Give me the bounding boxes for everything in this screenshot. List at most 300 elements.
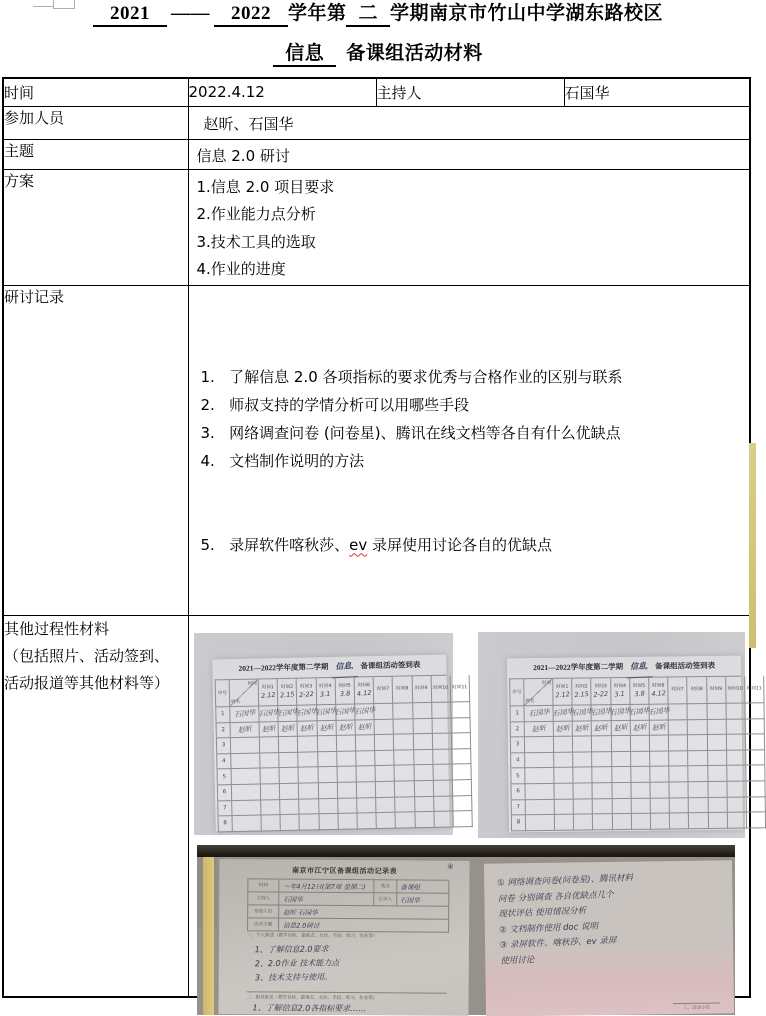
signin-rownum-cell: 8 — [218, 816, 232, 832]
signin-signature: 石国华 — [570, 707, 593, 718]
record-list — [189, 286, 750, 615]
record-item-5-post: 录屏使用讨论各自的优缺点 — [367, 535, 553, 554]
signin-cell — [688, 797, 707, 813]
signin-cell — [727, 812, 746, 828]
notebook-form-value: 信息2.0研讨 — [282, 920, 319, 929]
signin-signature: 石国华 — [276, 707, 299, 718]
signin-header-cell — [354, 677, 374, 704]
signin-signature: 赵昕 — [337, 722, 353, 732]
signin-header-date: 3.1 — [319, 689, 331, 699]
signin-signature: 赵昕 — [631, 722, 647, 732]
plan-item: 4.作业的进度 — [196, 260, 286, 278]
document-title-line1 — [0, 1, 756, 27]
signin-cell — [573, 798, 592, 814]
record-item: 3. 网络调查问卷 (问卷星)、腾讯在线文档等各自有什么优缺点 — [200, 423, 621, 442]
participants-label-cell: 参加人员 — [3, 106, 188, 139]
signin-cell — [746, 781, 765, 797]
signin-header-cell — [706, 676, 726, 703]
signin-cell — [337, 766, 357, 782]
record-item: 2. 师叔支持的学情分析可以用哪些手段 — [200, 395, 470, 414]
signin-cell — [592, 783, 611, 799]
signin-cell — [375, 750, 395, 766]
signin-cell — [395, 796, 415, 812]
signin-cell — [299, 814, 319, 830]
signin-cell — [630, 720, 649, 736]
signin-cell — [669, 735, 688, 751]
table-row-topic — [3, 139, 750, 169]
plan-list — [189, 170, 750, 284]
signin-cell — [608, 704, 631, 720]
signin-cell — [279, 752, 299, 768]
signin-header-cell — [373, 676, 393, 703]
signin-header-cell — [745, 676, 765, 703]
notebook-form-row — [248, 905, 448, 919]
signin-cell — [376, 797, 396, 813]
signin-signature: 石国华 — [295, 707, 318, 718]
signin-cell — [591, 705, 610, 721]
signin-cell — [261, 815, 281, 831]
signin-name-cell — [524, 737, 553, 753]
signin-cell — [612, 814, 631, 830]
signin-title-prefix: 2021—2022学年度第二学期 — [532, 661, 623, 672]
signin-header-cell — [687, 676, 707, 703]
time-value-cell: 2022.4.12 — [188, 78, 376, 106]
materials-label-line2: （包括照片、活动签到、 — [4, 646, 170, 665]
signin-cell — [297, 720, 317, 736]
signin-rownum-cell: 6 — [511, 784, 525, 800]
title-doc-type: 备课组活动材料 — [346, 43, 483, 64]
record-label-cell: 研讨记录 — [3, 285, 188, 615]
signin-cell — [335, 704, 355, 720]
signin-cell — [746, 812, 765, 828]
signin-cell — [280, 783, 300, 799]
signin-cell — [669, 766, 688, 782]
signin-cell — [414, 812, 434, 828]
signin-cell — [374, 719, 394, 735]
signin-cell — [356, 750, 376, 766]
signin-cell — [451, 717, 471, 733]
signin-cell — [393, 703, 413, 719]
table-row-time — [3, 78, 750, 106]
notebook-top-edge — [197, 845, 735, 857]
notebook-right-notes — [496, 867, 734, 969]
signin-cell — [433, 764, 453, 780]
signin-cell — [259, 721, 279, 737]
notebook-form-row — [248, 892, 448, 906]
title-subject: 信息 — [273, 43, 336, 67]
signin-rownum-cell: 7 — [218, 800, 232, 816]
materials-label-line3: 活动报道等其他材料等） — [4, 673, 170, 692]
signin-cell — [413, 749, 433, 765]
signin-diagonal-cell — [524, 678, 553, 705]
signin-diagonal-cell — [229, 679, 259, 707]
signin-cell — [553, 721, 572, 737]
handwritten-note: 问卷 分别调查 各自优缺点几个 — [497, 888, 614, 904]
signin-cell — [374, 703, 394, 719]
signin-header-date: 2-22 — [592, 689, 609, 699]
signin-name-cell — [231, 753, 260, 769]
signin-cell — [453, 811, 473, 827]
signin-header-cell — [431, 675, 451, 702]
table-row-record — [3, 285, 750, 615]
record-item-5-misspelled: ev — [349, 535, 368, 554]
table-row-plan — [3, 169, 750, 285]
signin-header-date: 3.1 — [614, 689, 626, 698]
plan-item: 3.技术工具的选取 — [196, 232, 316, 251]
signin-cell — [453, 795, 473, 811]
notebook-section1: 一、个人陈述（教学目标、重难点、方法、手段、练习、作业等） — [246, 932, 378, 939]
signin-cell — [611, 751, 630, 767]
signin-cell — [432, 749, 452, 765]
signin-header-date: 4.12 — [355, 688, 372, 698]
signin-cell — [394, 734, 414, 750]
signin-rownum-cell: 2 — [510, 721, 524, 737]
signin-name-cell — [230, 706, 259, 722]
signin-signature: 石国华 — [257, 707, 279, 719]
signin-cell — [317, 751, 337, 767]
signin-header-label: 时间5 — [338, 683, 351, 689]
signin-cell — [356, 782, 376, 798]
signin-rownum-cell: 8 — [511, 815, 525, 831]
signin-cell — [592, 736, 611, 752]
notebook-form-label: 活动主题 — [248, 918, 279, 930]
signin-header-cell — [610, 677, 630, 704]
document-title-line2 — [0, 41, 756, 67]
signin-title-suffix: 备课组活动签到表 — [359, 659, 420, 670]
title-semester: 二 — [346, 3, 390, 27]
notebook-form-value: 石国华 — [282, 894, 303, 903]
signin-cell — [554, 752, 573, 768]
signin-header-date: 2-22 — [298, 689, 314, 699]
signin-name-cell — [525, 752, 554, 768]
signin-title — [212, 654, 446, 679]
signin-name-cell — [525, 799, 554, 815]
signin-cell — [299, 783, 319, 799]
topic-value-cell: 信息 2.0 研讨 — [188, 139, 750, 169]
signin-name-cell — [232, 800, 261, 816]
notebook-form-table — [247, 878, 449, 932]
notebook-left-notes — [254, 941, 468, 985]
signin-rownum-cell: 1 — [216, 707, 230, 723]
signin-title-suffix: 备课组活动签到表 — [654, 660, 715, 671]
signin-cell — [612, 782, 631, 798]
signin-cell — [319, 814, 339, 830]
signin-cell — [259, 737, 279, 753]
signin-header-cell — [591, 678, 611, 705]
signin-header-label: 时间3 — [299, 683, 312, 690]
handwritten-note: ① 网络调查问卷(问卷星)、腾讯材料 — [496, 872, 633, 889]
host-label-cell: 主持人 — [376, 78, 564, 106]
signin-cell — [355, 704, 375, 720]
notebook-form-row — [248, 879, 448, 893]
signin-signature: 石国华 — [353, 705, 375, 717]
signin-cell — [413, 718, 433, 734]
signin-cell — [432, 733, 452, 749]
signin-header-cell — [392, 676, 412, 703]
signin-signature: 石国华 — [589, 707, 612, 718]
signin-corner-cell: 序号 — [215, 680, 230, 707]
signin-cell — [433, 780, 453, 796]
signin-cell — [573, 752, 592, 768]
signin-cell — [374, 734, 394, 750]
signin-cell — [707, 781, 726, 797]
signin-header-cell — [553, 678, 573, 705]
signin-header-label: 时间7 — [376, 686, 389, 692]
notebook-left-note-partial: 1、了解信息2.0各指标要求…… — [251, 1002, 366, 1013]
signin-header-label: 时间4 — [613, 683, 626, 689]
signin-name-cell — [525, 768, 554, 784]
signin-header-cell — [316, 677, 336, 704]
signin-cell — [356, 766, 376, 782]
signin-header-label: 时间6 — [651, 683, 664, 689]
time-label-cell: 时间 — [3, 78, 188, 106]
signin-cell — [707, 750, 726, 766]
signin-sheet-photo-2 — [478, 632, 762, 838]
signin-cell — [669, 797, 688, 813]
plan-value-cell — [188, 169, 750, 285]
signin-signature: 石国华 — [628, 706, 650, 717]
signin-cell — [726, 734, 745, 750]
notebook-photo — [197, 845, 735, 1015]
signin-signature: 赵昕 — [318, 722, 334, 733]
signin-header-label: 时间11 — [746, 685, 762, 692]
handwritten-note: 1、了解信息2.0要求 — [254, 943, 329, 954]
signin-title — [506, 655, 740, 678]
signin-rownum-cell: 5 — [511, 768, 525, 784]
signin-header-cell — [725, 676, 745, 703]
photo-edge-sliver — [749, 443, 756, 648]
signin-name-cell — [230, 737, 259, 753]
signin-cell — [745, 750, 764, 766]
signin-header-cell — [258, 679, 278, 706]
signin-signature: 石国华 — [527, 707, 549, 718]
signin-cell — [611, 736, 630, 752]
signin-signature: 赵昕 — [593, 723, 609, 733]
signin-header-label: 时间6 — [357, 682, 370, 688]
signin-header-cell — [668, 677, 688, 704]
signin-rownum-cell: 6 — [217, 785, 231, 801]
signin-signature: 石国华 — [647, 706, 669, 717]
signin-header-label: 时间9 — [709, 686, 722, 692]
signin-rownum-cell: 3 — [510, 737, 524, 753]
signin-sheet-photo-1 — [194, 633, 467, 835]
signin-cell — [375, 766, 395, 782]
signin-cell — [726, 703, 745, 719]
notebook-form-value: 石国华 — [399, 895, 420, 904]
signin-sheet — [212, 654, 467, 831]
signin-cell — [279, 736, 299, 752]
signin-signature: 石国华 — [233, 708, 255, 719]
notebook-section2: 二、组员陈述（教学目标、重难点、方法、手段、练习、作业等） — [246, 991, 446, 1001]
signin-cell — [631, 782, 650, 798]
notebook-left-page — [218, 859, 469, 1016]
signin-cell — [452, 748, 472, 764]
signin-name-cell — [524, 705, 553, 721]
signin-cell — [745, 734, 764, 750]
signin-cell — [433, 796, 453, 812]
signin-header-cell — [649, 677, 669, 704]
signin-cell — [317, 736, 337, 752]
signin-cell — [260, 752, 280, 768]
signin-cell — [452, 764, 472, 780]
signin-cell — [650, 798, 669, 814]
signin-sheet — [506, 655, 762, 832]
signin-cell — [649, 704, 668, 720]
signin-signature: 赵昕 — [530, 723, 546, 734]
signin-cell — [395, 781, 415, 797]
signin-name-cell — [525, 815, 554, 831]
signin-diag-name: 姓名 — [524, 698, 535, 704]
signin-name-cell — [231, 768, 260, 784]
signin-header-cell — [412, 675, 432, 702]
notebook-right-page — [483, 860, 733, 1016]
signin-cell — [316, 704, 336, 720]
notebook-form-value: 备课组 — [399, 882, 420, 891]
signin-cell — [611, 720, 630, 736]
signin-header-label: 时间5 — [632, 683, 645, 689]
signin-cell — [649, 720, 668, 736]
signin-cell — [554, 768, 573, 784]
handwritten-note: 现状评估 使用情况分析 — [497, 905, 586, 920]
signin-name-cell — [232, 815, 261, 831]
handwritten-note: 3、技术支持与使用。 — [254, 971, 332, 982]
signin-cell — [650, 751, 669, 767]
signin-header-label: 时间7 — [670, 686, 684, 692]
signin-rownum-cell: 7 — [511, 799, 525, 815]
signin-cell — [726, 750, 745, 766]
signin-diag-time: 时间 — [247, 681, 257, 687]
title-school: 学期南京市竹山中学湖东路校区 — [390, 3, 664, 24]
signin-header-label: 时间10 — [727, 686, 743, 692]
signin-cell — [592, 720, 611, 736]
signin-signature: 赵昕 — [574, 723, 589, 733]
signin-cell — [278, 705, 298, 721]
signin-header-date: 3.8 — [338, 688, 350, 698]
signin-cell — [375, 781, 395, 797]
record-item-5-pre: 5. 录屏软件喀秋莎、 — [200, 535, 350, 554]
signin-cell — [650, 782, 669, 798]
signin-cell — [689, 813, 708, 829]
signin-header-date: 4.12 — [650, 688, 666, 698]
signin-cell — [630, 704, 649, 720]
signin-cell — [299, 798, 319, 814]
signin-cell — [357, 797, 377, 813]
signin-cell — [687, 703, 706, 719]
signin-cell — [554, 814, 573, 830]
signin-cell — [336, 751, 356, 767]
signin-cell — [297, 705, 317, 721]
notebook-page-edges — [203, 857, 214, 1015]
signin-cell — [336, 735, 356, 751]
notebook-form-row — [248, 918, 448, 931]
signin-cell — [574, 814, 593, 830]
signin-cell — [592, 767, 611, 783]
signin-cell — [260, 784, 280, 800]
signin-cell — [355, 719, 375, 735]
signin-title-prefix: 2021—2022学年度第二学期 — [237, 661, 328, 673]
notebook-form-title: 南京市江宁区备课组活动记录表 — [291, 866, 397, 875]
signin-cell — [452, 780, 472, 796]
handwritten-note: ③ 录屏软件、喀秋莎、ev 录屏 — [499, 935, 617, 951]
signin-signature: 赵昕 — [356, 721, 372, 732]
signin-cell — [318, 767, 338, 783]
signin-diag-time: 时间 — [541, 680, 551, 686]
signin-rownum-cell: 4 — [511, 753, 525, 769]
host-value-cell: 石国华 — [564, 78, 750, 106]
notebook-form-label: 主持人 — [248, 892, 279, 904]
signin-cell — [394, 765, 414, 781]
signin-header-date: 3.8 — [633, 688, 645, 698]
signin-rownum-cell: 4 — [217, 753, 231, 769]
signin-cell — [746, 765, 765, 781]
signin-signature: 赵昕 — [260, 723, 276, 734]
signin-cell — [631, 767, 650, 783]
signin-cell — [630, 751, 649, 767]
signin-cell — [413, 765, 433, 781]
notebook-form-label: 参加人员 — [248, 905, 279, 917]
signin-cell — [395, 812, 415, 828]
signin-cell — [727, 781, 746, 797]
signin-name-cell — [524, 721, 553, 737]
record-item — [201, 363, 746, 475]
signin-cell — [688, 766, 707, 782]
signin-header-date: 2.12 — [259, 690, 276, 700]
signin-diag-name: 姓名 — [230, 699, 240, 705]
signin-cell — [317, 720, 337, 736]
materials-value-cell — [188, 615, 762, 1013]
notebook-form-label: 时间 — [248, 879, 279, 891]
signin-subject-handwritten: 信息, — [625, 656, 652, 678]
signin-cell — [611, 767, 630, 783]
signin-header-date: 2.15 — [279, 689, 295, 700]
signin-signature: 赵昕 — [299, 723, 315, 733]
signin-cell — [357, 813, 377, 829]
signin-signature: 石国华 — [314, 706, 337, 718]
signin-name-cell — [231, 784, 260, 800]
signin-cell — [337, 782, 357, 798]
signin-cell — [434, 811, 454, 827]
signin-cell — [745, 703, 764, 719]
activity-record-table — [2, 77, 762, 1013]
signin-header-date: 2.12 — [554, 689, 570, 699]
signin-cell — [280, 814, 300, 830]
handwritten-note: ② 文档制作使用 doc 说明 — [498, 920, 598, 935]
signin-cell — [414, 780, 434, 796]
record-item: 1. 了解信息 2.0 各项指标的要求优秀与合格作业的区别与联系 — [200, 367, 623, 386]
signin-cell — [707, 766, 726, 782]
materials-photo-area — [189, 616, 762, 1013]
signin-cell — [355, 735, 375, 751]
signin-cell — [394, 750, 414, 766]
signin-cell — [708, 812, 727, 828]
notebook-form-label: 记录人 — [373, 893, 397, 905]
signin-cell — [298, 736, 318, 752]
signin-cell — [318, 798, 338, 814]
signin-cell — [726, 719, 745, 735]
signin-header-label: 时间2 — [574, 683, 588, 690]
signin-cell — [708, 797, 727, 813]
signin-cell — [554, 783, 573, 799]
signin-cell — [573, 736, 592, 752]
signin-cell — [688, 750, 707, 766]
signin-name-cell — [230, 722, 259, 738]
signin-cell — [412, 702, 432, 718]
signin-grid — [214, 674, 467, 832]
signin-cell — [650, 766, 669, 782]
signin-cell — [431, 702, 451, 718]
signin-cell — [668, 719, 687, 735]
signin-signature: 石国华 — [551, 707, 574, 718]
